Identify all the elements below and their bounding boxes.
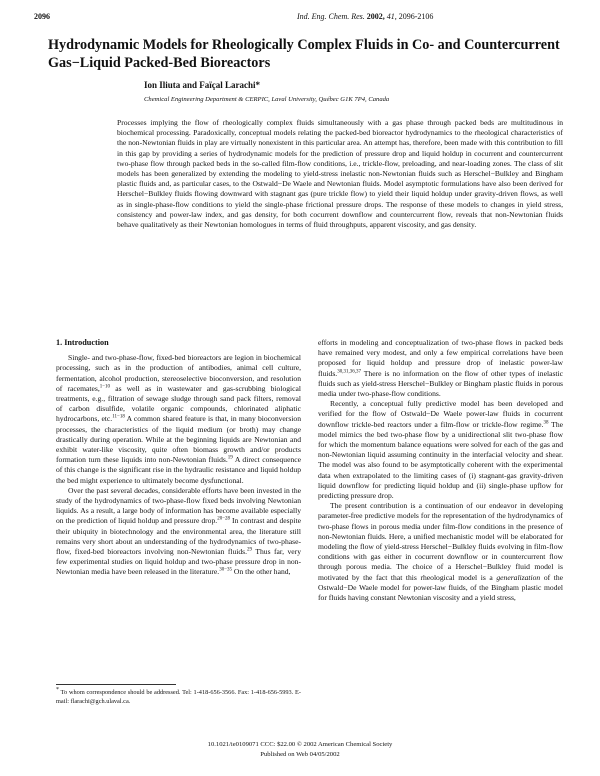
- emphasis-generalization: generalization: [496, 572, 541, 582]
- citation-ref: 30−35: [219, 567, 233, 573]
- journal-year: 2002,: [366, 12, 385, 21]
- citation-ref: 29: [247, 547, 253, 553]
- intro-paragraph-4: The present contribution is a continuation of our endeavor in developing parameter-free predictive models for the representation of the hydrodynamics of two-phase flows in porous media under film-flow conditions in the presence of non-Newtonian fluids. Here, a unified mechanistic model will be elaborated for modeling the flow of yield-stress Herschel−Bulkley fluids evolving in film-flow conditions with gas either in cocurrent downflow or in countercurrent flow through porous media. The choice of a Herschel−Bulkley fluid model is motivated by the fact that this rheological model is a generalization of the Ostwald−De Waele model for power-law fluids, of the Bingham plastic model for fluids having constant Newtonian viscosity and a yield stress,: [318, 501, 563, 603]
- right-column: [318, 338, 563, 603]
- intro-paragraph-1: Single- and two-phase-flow, fixed-bed bioreactors are legion in biochemical processing, such as in the production of antibodies, animal cell culture, fermentation, alcohol production, stereoselective bioconversion, and resolution of racemates,$^{1-10}$ as well as in wastewater and gas-scrubbing biological treatments, e.g., filtration of sewage sludge through sand pack filters, removal of carbon disulfide, volatile organic compounds, chlorinated aliphatic hydrocarbons, etc.$^{11-18}$ A common shared feature is that, in many bioconversion processes, the characteristics of the liquid medium (or broth) may change drastically during operation. While at the beginning liquids are Newtonian and exhibit water-like viscosity, quite often biomass growth and/or products formation turn these liquids into non-Newtonian fluids.$^{19}$ A direct consequence of this change is the significant rise in the hydraulic resistance and liquid holdup the bed might experience to ultimately become dysfunctional.: [56, 353, 301, 485]
- footnote-divider: [56, 684, 176, 685]
- journal-name: Ind. Eng. Chem. Res.: [297, 12, 365, 21]
- abstract: Processes implying the flow of rheologically complex fluids simultaneously with a gas phase through packed beds are multitudinous in biochemical processing. Paradoxically, conceptual models relating the packed-bed bioreactor hydrodynamics to the rheological characteristics of the non-Newtonian fluids in play are virtually nonexistent in this particular area. An attempt has, therefore, been made with this contribution to fill in this gap by providing a series of hydrodynamic models for the prediction of pressure drop and liquid holdup in cocurrent and countercurrent two-phase flow through packed beds in the so-called film-flow conditions, i.e., trickle-flow, preloading, and near-loading zones. The class of slit models has been generalized by extending the modeling to yield-stress inelastic non-Newtonian fluids such as Herschel−Bulkley and Bingham plastic fluids and, as particular cases, to the Ostwald−De Waele and Newtonian fluids. Model asymptotic formulations have also been derived for Herschel−Bulkley fluids flowing downward with stagnant gas (pure trickle flow) to yield their liquid holdup under gravity-driven flows, as well as in single-phase-flow conditions to yield the single-phase frictional pressure drops. The response of these models to changes in yield stress, consistency and power-law index, and gas density, for both cocurrent downflow and countercurrent flow, reveals that non-Newtonian fluids behave qualitatively as their Newtonian homologues in terms of fluid throughputs, apparent viscosity, and gas density.: [117, 118, 563, 230]
- citation-ref: 11−18: [112, 414, 125, 420]
- section-heading-introduction: 1. Introduction: [56, 338, 109, 347]
- left-column: [56, 338, 301, 578]
- journal-citation: [297, 12, 433, 21]
- authors: Ion Iliuta and Faïçal Larachi*: [144, 80, 261, 90]
- intro-paragraph-2: Over the past several decades, considerable efforts have been invested in the study of the hydrodynamics of two-phase-flow fixed beds involving Newtonian liquids. As a result, a large body of information has become available especially on the prediction of liquid holdup and pressure drop.$^{20-28}$ In contrast and despite their ubiquity in biotechnology and the environmental area, the literature still remains very short about an understanding of the hydrodynamics of two-phase-flow, fixed-bed bioreactors involving non-Newtonian fluids.$^{29}$ Thus far, very few experimental studies on liquid holdup and two-phase pressure drop in non-Newtonian media have been released in the literature.$^{30-35}$ On the other hand,: [56, 485, 301, 577]
- article-title: Hydrodynamic Models for Rheologically Complex Fluids in Co- and Countercurrent Gas−Liquid Packed-Bed Bioreactors: [48, 37, 560, 71]
- citation-ref: 30,31,36,37: [337, 369, 361, 375]
- citation-ref: 19: [227, 455, 233, 461]
- intro-paragraph-3: Recently, a conceptual fully predictive model has been developed and verified for the flow of Ostwald−De Waele power-law fluids in cocurrent downflow trickle-bed reactors under a film-flow or trickle-flow regime.$^{38}$ The model mimics the bed two-phase flow by a unidirectional slit two-phase flow for which the momentum balance equations were solved for each of the gas and non-Newtonian liquid assuming continuity in the interfacial velocity and shear. The model was also found to be asymptotically coherent with the experimental data when extrapolated to the limiting cases of (i) stagnant-gas gravity-driven liquid downflow for predicting liquid holdup and (ii) single-phase upflow for predicting pressure drop.: [318, 399, 563, 501]
- page-number: 2096: [34, 12, 50, 21]
- correspondence-footnote: * To whom correspondence should be addressed. Tel: 1-418-656-3566. Fax: 1-418-656-5993. E-mail: flarachi@gch.ulaval.ca.: [56, 686, 301, 705]
- citation-ref: 20−28: [217, 516, 231, 522]
- journal-pages: 2096-2106: [398, 12, 434, 21]
- citation-ref: 1−10: [99, 384, 111, 390]
- citation-ref: 38: [543, 420, 549, 426]
- journal-volume: 41,: [386, 12, 397, 21]
- publication-date: Published on Web 04/05/2002: [260, 751, 340, 758]
- intro-paragraph-2-continued: efforts in modeling and conceptualization of two-phase flows in packed beds have remained very modest, and only a few empirical correlations have been proposed for liquid holdup and pressure drop of inelastic power-law fluids.$^{30,31,36,37}$ There is no information on the flow of other types of inelastic fluids such as yield-stress Herschel−Bulkley or Bingham plastic fluids in porous media under two-phase-flow conditions.: [318, 338, 563, 399]
- affiliation: Chemical Engineering Department & CERPIC, Laval University, Québec G1K 7P4, Canada: [144, 96, 390, 103]
- doi-copyright-line: 10.1021/ie0109071 CCC: $22.00 © 2002 American Chemical Society: [207, 741, 393, 748]
